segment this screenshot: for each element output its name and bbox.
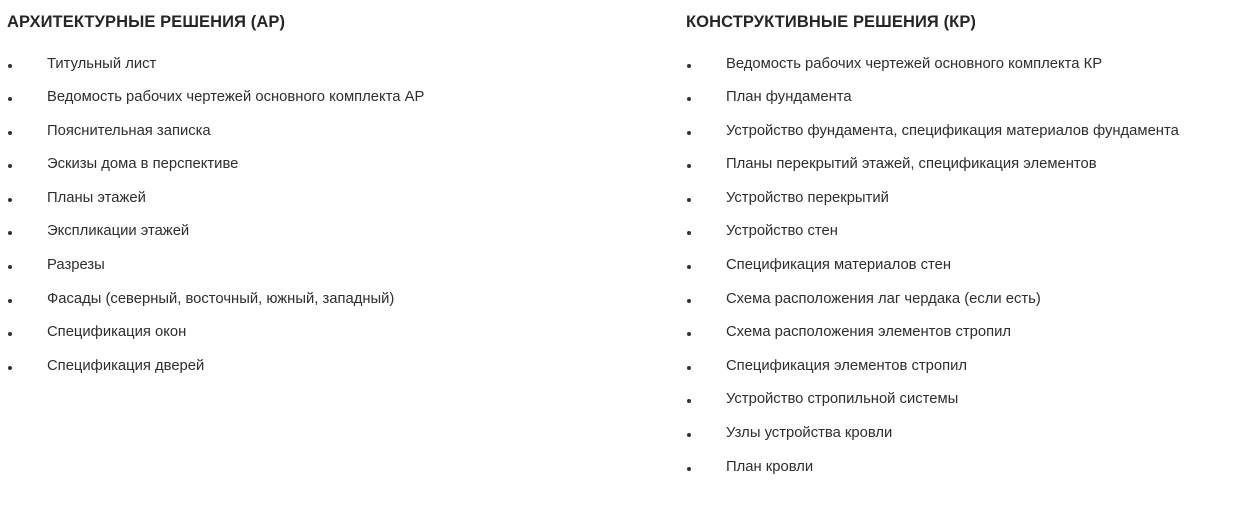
bullet-icon — [686, 48, 692, 82]
bullet-icon — [686, 249, 692, 283]
list-item-label: Фасады (северный, восточный, южный, западный) — [47, 290, 395, 307]
bullet-icon — [7, 316, 13, 350]
bullet-icon — [686, 81, 692, 115]
bullet-icon — [686, 451, 692, 485]
list-item — [686, 283, 1246, 317]
doc-list-ar — [7, 48, 647, 384]
list-item-label: Устройство фундамента, спецификация материалов фундамента — [726, 122, 1179, 139]
bullet-icon — [686, 148, 692, 182]
doc-list-kr — [686, 48, 1246, 485]
bullet-icon — [686, 182, 692, 216]
list-item — [7, 148, 647, 182]
bullet-icon — [7, 182, 13, 216]
list-item-label: Спецификация элементов стропил — [726, 357, 968, 374]
list-item-label: Спецификация окон — [47, 324, 187, 341]
section-kr — [686, 0, 1246, 484]
list-item-label: Спецификация материалов стен — [726, 257, 952, 274]
bullet-icon — [686, 283, 692, 317]
list-item — [686, 350, 1246, 384]
bullet-icon — [7, 115, 13, 149]
list-item — [686, 81, 1246, 115]
list-item-label: Схема расположения лаг чердака (если есть) — [726, 290, 1041, 307]
section-ar — [7, 0, 647, 383]
list-item-label: Узлы устройства кровли — [726, 425, 893, 442]
list-item-label: Разрезы — [47, 257, 105, 274]
list-item-label: Ведомость рабочих чертежей основного комплекта АР — [47, 89, 425, 106]
list-item-label: Титульный лист — [47, 55, 157, 72]
list-item — [686, 148, 1246, 182]
list-item-label: Устройство стен — [726, 223, 838, 240]
list-item — [7, 215, 647, 249]
section-title-ar: АРХИТЕКТУРНЫЕ РЕШЕНИЯ (АР) — [7, 13, 286, 31]
list-item — [7, 115, 647, 149]
list-item-label: Устройство перекрытий — [726, 189, 889, 206]
list-item — [686, 249, 1246, 283]
list-item-label: Планы перекрытий этажей, спецификация элементов — [726, 156, 1097, 173]
bullet-icon — [7, 249, 13, 283]
bullet-icon — [7, 350, 13, 384]
list-item — [686, 215, 1246, 249]
list-item-label: Устройство стропильной системы — [726, 391, 959, 408]
list-item — [7, 81, 647, 115]
bullet-icon — [686, 115, 692, 149]
list-item-label: Ведомость рабочих чертежей основного комплекта КР — [726, 55, 1103, 72]
list-item — [686, 417, 1246, 451]
bullet-icon — [7, 215, 13, 249]
list-item — [7, 48, 647, 82]
list-item-label: Спецификация дверей — [47, 357, 205, 374]
list-item — [7, 249, 647, 283]
bullet-icon — [686, 316, 692, 350]
list-item-label: План кровли — [726, 458, 814, 475]
list-item — [686, 115, 1246, 149]
list-item — [7, 350, 647, 384]
bullet-icon — [7, 148, 13, 182]
list-item — [7, 283, 647, 317]
section-title-kr: КОНСТРУКТИВНЫЕ РЕШЕНИЯ (КР) — [686, 13, 977, 31]
bullet-icon — [686, 383, 692, 417]
list-item-label: План фундамента — [726, 89, 852, 106]
list-item-label: Пояснительная записка — [47, 122, 211, 139]
bullet-icon — [7, 81, 13, 115]
list-item — [686, 182, 1246, 216]
list-item — [686, 316, 1246, 350]
bullet-icon — [7, 48, 13, 82]
list-item — [7, 316, 647, 350]
list-item-label: Экспликации этажей — [47, 223, 190, 240]
bullet-icon — [686, 350, 692, 384]
list-item — [686, 451, 1246, 485]
list-item-label: Планы этажей — [47, 189, 146, 206]
list-item — [7, 182, 647, 216]
bullet-icon — [686, 215, 692, 249]
list-item — [686, 383, 1246, 417]
list-item — [686, 48, 1246, 82]
list-item-label: Схема расположения элементов стропил — [726, 324, 1012, 341]
list-item-label: Эскизы дома в перспективе — [47, 156, 239, 173]
bullet-icon — [7, 283, 13, 317]
bullet-icon — [686, 417, 692, 451]
